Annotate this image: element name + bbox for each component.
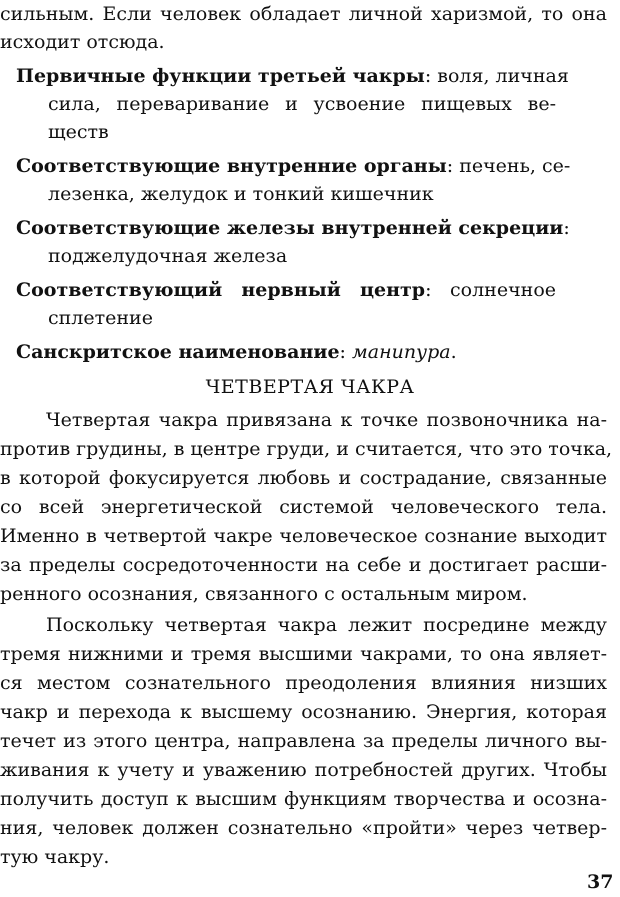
- definition-label: Соответствующий нервный центр: [16, 279, 426, 301]
- paragraph-line: получить доступ к высшим функциям творчества и осозна-: [0, 788, 607, 810]
- definition-continuation: лезенка, желудок и тонкий кишечник: [48, 183, 434, 205]
- paragraph-line: за пределы сосредоточенности на себе и достигает расши-: [0, 554, 607, 576]
- page-number: 37: [587, 871, 614, 893]
- definition-continuation: сила, переваривание и усвоение пищевых ве-: [48, 93, 556, 115]
- paragraph-line: Именно в четвертой чакре человеческое сознание выходит: [0, 525, 607, 547]
- paragraph-line: чакр и перехода к высшему осознанию. Энергия, которая: [0, 701, 607, 723]
- definition-continuation: ществ: [48, 121, 109, 143]
- definition-text: печень, се-: [459, 155, 571, 177]
- definition-internal-organs: [16, 153, 571, 180]
- definition-separator: :: [446, 155, 454, 177]
- definition-text: воля, личная: [437, 65, 569, 87]
- definition-label: Соответствующие железы внутренней секреции: [16, 217, 564, 239]
- definition-continuation: поджелудочная железа: [48, 245, 288, 267]
- paragraph-line: ренного осознания, связанного с остальным миром.: [0, 583, 528, 605]
- paragraph-line: тремя нижними и тремя высшими чакрами, то она являет-: [0, 643, 607, 665]
- section-heading: ЧЕТВЕРТАЯ ЧАКРА: [205, 376, 415, 398]
- definition-text: солнечное: [450, 279, 556, 301]
- paragraph-line: Поскольку четвертая чакра лежит посредине между: [46, 614, 607, 636]
- paragraph-line: тую чакру.: [0, 846, 110, 868]
- definition-text: манипура: [351, 341, 451, 363]
- definition-terminator: .: [450, 341, 457, 363]
- definition-separator: :: [563, 217, 570, 239]
- definition-separator: :: [339, 341, 346, 363]
- definition-label: Санскритское наименование: [16, 341, 340, 363]
- paragraph-line: течет из этого центра, направлена за пределы личного вы-: [0, 730, 607, 752]
- definition-primary-functions: [16, 63, 569, 90]
- paragraph-line: против грудины, в центре груди, и считается, что это точка,: [0, 438, 613, 460]
- definition-separator: :: [425, 279, 432, 301]
- paragraph-line: со всей энергетической системой человеческого тела.: [0, 496, 607, 518]
- paragraph-line: ния, человек должен сознательно «пройти» через четвер-: [0, 817, 607, 839]
- definition-label: Соответствующие внутренние органы: [16, 155, 447, 177]
- paragraph-line: ся местом сознательного преодоления влияния низших: [0, 672, 607, 694]
- intro-line: исходит отсюда.: [0, 31, 165, 53]
- paragraph-line: в которой фокусируется любовь и сострадание, связанные: [0, 467, 607, 489]
- paragraph-line: живания к учету и уважению потребностей других. Чтобы: [0, 759, 607, 781]
- definition-sanskrit-name: [16, 339, 457, 366]
- definition-nerve-center: [16, 277, 556, 304]
- intro-line: сильным. Если человек обладает личной харизмой, то она: [0, 3, 607, 25]
- definition-continuation: сплетение: [48, 307, 153, 329]
- definition-separator: :: [424, 65, 432, 87]
- paragraph-line: Четвертая чакра привязана к точке позвоночника на-: [46, 409, 607, 431]
- definition-endocrine-glands: [16, 215, 570, 242]
- definition-label: Первичные функции третьей чакры: [16, 65, 425, 87]
